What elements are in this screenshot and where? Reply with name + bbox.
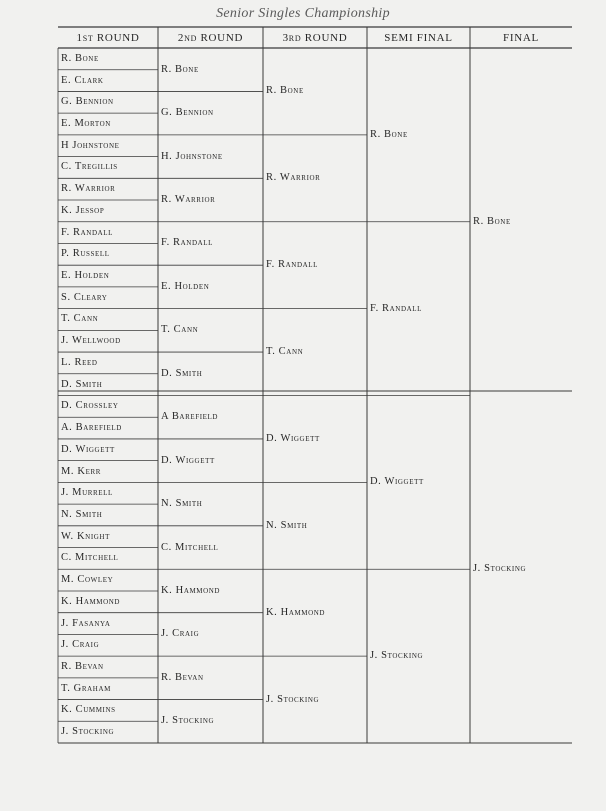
semi-final-entry: J. Stocking [370,650,424,662]
round1-entry: W. Knight [61,530,110,542]
round3-entry: N. Smith [266,519,308,531]
round2-entry: J. Stocking [161,715,215,727]
round3-entry: R. Bone [266,85,304,97]
round2-entry: H. Johnstone [161,150,223,162]
round1-entry: K. Cummins [61,704,116,716]
round1-entry: K. Jessop [61,204,105,216]
round1-entry: R. Warrior [61,183,116,195]
round2-entry: E. Holden [161,280,210,292]
column-header: SEMI FINAL [384,32,453,44]
round2-entry: N. Smith [161,498,203,510]
semi-final-entry: R. Bone [370,128,408,140]
round3-entry: F. Randall [266,259,319,271]
round1-entry: J. Wellwood [61,335,121,347]
round1-entry: T. Cann [61,313,99,325]
final-entry: R. Bone [473,215,511,227]
round3-entry: J. Stocking [266,693,320,705]
round2-entry: G. Bennion [161,107,214,119]
final-entry: J. Stocking [473,563,527,575]
round1-entry: A. Barefield [61,422,122,434]
round1-entry: F. Randall [61,226,114,238]
round2-entry: D. Smith [161,367,203,379]
round1-entry: R. Bone [61,52,99,64]
round2-entry: K. Hammond [161,584,221,596]
semi-final-entry: F. Randall [370,302,423,314]
round1-entry: J. Stocking [61,726,115,738]
round3-entry: R. Warrior [266,172,321,184]
round3-entry: D. Wiggett [266,432,320,444]
round1-entry: E. Holden [61,270,110,282]
round2-entry: D. Wiggett [161,454,215,466]
round2-entry: R. Bevan [161,671,204,683]
column-header: 3rd ROUND [282,32,348,44]
round1-entry: E. Morton [61,118,111,130]
round1-entry: T. Graham [61,682,111,694]
column-header: 1st ROUND [76,32,140,44]
round1-entry: J. Fasanya [61,617,111,629]
round1-entry: J. Murrell [61,487,113,499]
round1-entry: D. Crossley [61,400,119,412]
round2-entry: J. Craig [161,628,200,640]
round1-entry: E. Clark [61,74,104,86]
round1-entry: P. Russell [61,248,110,260]
round1-entry: J. Craig [61,639,100,651]
page-title: Senior Singles Championship [216,6,390,21]
round1-entry: R. Bevan [61,660,104,672]
round1-entry: K. Hammond [61,595,121,607]
round2-entry: R. Warrior [161,194,216,206]
round3-entry: T. Cann [266,346,304,358]
round3-entry: K. Hammond [266,606,326,618]
round1-entry: M. Cowley [61,574,114,586]
column-header: 2nd ROUND [177,32,244,44]
round1-entry: C. Mitchell [61,552,119,564]
round2-entry: R. Bone [161,63,199,75]
round2-entry: A Barefield [161,411,219,423]
round1-entry: D. Smith [61,378,103,390]
round1-entry: C. Tregillis [61,161,118,173]
round1-entry: G. Bennion [61,96,114,108]
round2-entry: F. Randall [161,237,214,249]
round1-entry: L. Reed [61,356,98,368]
round2-entry: T. Cann [161,324,199,336]
round1-entry: M. Kerr [61,465,101,477]
round1-entry: N. Smith [61,508,103,520]
round1-entry: H Johnstone [61,139,120,151]
round2-entry: C. Mitchell [161,541,219,553]
round1-entry: D. Wiggett [61,443,115,455]
round1-entry: S. Cleary [61,291,108,303]
semi-final-entry: D. Wiggett [370,476,424,488]
column-header: FINAL [503,32,539,44]
